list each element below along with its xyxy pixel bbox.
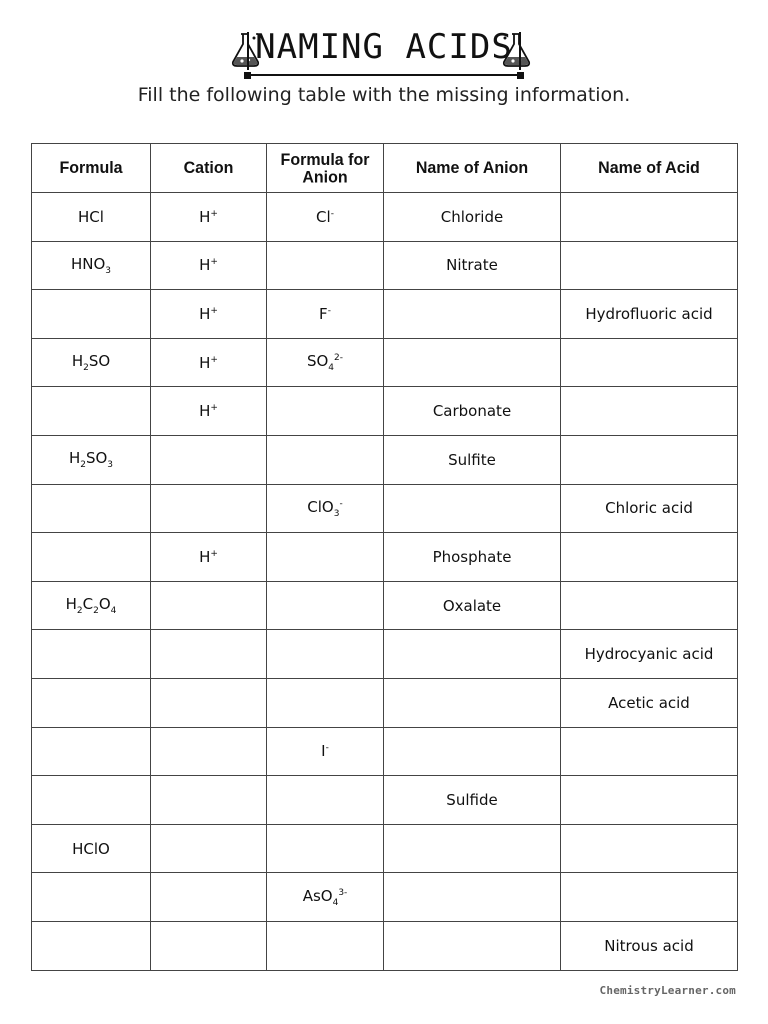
anion-name-cell <box>384 533 561 582</box>
page-title: NAMING ACIDS <box>255 27 513 67</box>
anion-name-cell[interactable] <box>384 727 561 776</box>
formula-cell[interactable] <box>32 776 151 825</box>
anion-name-cell[interactable] <box>384 484 561 533</box>
acid-name-cell <box>561 484 738 533</box>
text-part: AsO <box>302 886 333 905</box>
table-row <box>32 338 738 387</box>
anion-formula-cell <box>267 484 384 533</box>
anion-formula-cell <box>267 338 384 387</box>
cell-text <box>446 256 498 274</box>
text-part: Oxalate <box>442 596 502 615</box>
text-part: Phosphate <box>432 547 512 566</box>
cation-cell <box>151 290 267 339</box>
text-part: HNO <box>70 254 106 273</box>
cell-text <box>585 645 714 663</box>
text-part: Sulfide <box>446 790 498 809</box>
formula-cell[interactable] <box>32 727 151 776</box>
anion-name-cell <box>384 241 561 290</box>
text-part: Nitrous acid <box>604 936 694 955</box>
formula-cell <box>32 435 151 484</box>
superscript: - <box>327 305 331 316</box>
text-part: H <box>65 595 77 614</box>
table-row <box>32 776 738 825</box>
header-cation: Cation <box>151 142 267 193</box>
header-formula: Formula <box>32 142 151 193</box>
cell-text <box>307 498 342 519</box>
cell-text <box>433 402 511 420</box>
formula-cell <box>32 193 151 242</box>
cell-text <box>446 791 497 809</box>
superscript: + <box>210 354 218 365</box>
text-part: H <box>199 547 211 566</box>
formula-cell <box>32 338 151 387</box>
anion-name-cell[interactable] <box>384 678 561 727</box>
table-row <box>32 241 738 290</box>
text-part: H <box>199 304 211 323</box>
acid-name-cell <box>561 630 738 679</box>
anion-name-cell[interactable] <box>384 630 561 679</box>
table-row <box>32 581 738 630</box>
table-row <box>32 484 738 533</box>
cell-text <box>443 597 501 615</box>
text-part: Hydrocyanic acid <box>584 645 714 664</box>
formula-cell[interactable] <box>32 921 151 970</box>
subscript: 3 <box>107 460 114 471</box>
instructions: Fill the following table with the missing information. <box>137 84 631 106</box>
cation-cell[interactable] <box>151 630 267 679</box>
cell-text <box>605 499 693 517</box>
text-part: HClO <box>72 839 110 858</box>
table-row <box>32 873 738 922</box>
acid-name-cell[interactable] <box>561 581 738 630</box>
acid-name-cell[interactable] <box>561 387 738 436</box>
cation-cell[interactable] <box>151 484 267 533</box>
table-row <box>32 678 738 727</box>
acid-name-cell <box>561 921 738 970</box>
formula-cell <box>32 824 151 873</box>
title-underline <box>247 74 521 76</box>
cell-text <box>307 352 343 373</box>
superscript: - <box>339 498 343 509</box>
text-part: SO <box>306 352 329 371</box>
cell-text <box>199 354 218 372</box>
anion-name-cell <box>384 387 561 436</box>
acid-name-cell[interactable] <box>561 338 738 387</box>
anion-formula-cell[interactable] <box>267 241 384 290</box>
text-part: Chloride <box>440 207 504 226</box>
anion-name-cell <box>384 193 561 242</box>
header-formula-anion: Formula for Anion <box>267 142 384 193</box>
acid-name-cell <box>561 678 738 727</box>
table-row <box>32 921 738 970</box>
anion-name-cell <box>384 776 561 825</box>
text-part: Sulfite <box>448 450 496 469</box>
cell-text <box>604 937 694 955</box>
text-part: F <box>319 304 328 323</box>
formula-cell[interactable] <box>32 630 151 679</box>
cation-cell[interactable] <box>151 776 267 825</box>
cell-text <box>448 451 496 469</box>
formula-cell <box>32 241 151 290</box>
anion-name-cell <box>384 581 561 630</box>
cell-text <box>608 694 690 712</box>
anion-formula-cell[interactable] <box>267 921 384 970</box>
text-part: H <box>199 207 211 226</box>
superscript: - <box>325 743 329 754</box>
acid-name-cell[interactable] <box>561 435 738 484</box>
superscript: + <box>210 403 218 414</box>
anion-formula-cell[interactable] <box>267 630 384 679</box>
footer-credit: ChemistryLearner.com <box>599 984 736 997</box>
text-part: H <box>71 352 84 371</box>
superscript: 2- <box>334 353 344 364</box>
table-row <box>32 630 738 679</box>
text-part: I <box>321 742 326 761</box>
anion-name-cell[interactable] <box>384 338 561 387</box>
subscript: 2 <box>93 606 99 617</box>
text-part: H <box>199 402 211 421</box>
formula-cell[interactable] <box>32 873 151 922</box>
title-frame <box>247 24 521 70</box>
text-part: Carbonate <box>432 402 512 421</box>
text-part: H <box>199 353 211 372</box>
header-acid-name: Name of Acid <box>561 142 738 193</box>
cation-cell[interactable] <box>151 678 267 727</box>
cation-cell[interactable] <box>151 921 267 970</box>
cell-text <box>69 449 113 470</box>
text-part: SO <box>88 352 111 371</box>
text-part: C <box>82 595 94 614</box>
text-part: O <box>98 595 111 614</box>
superscript: + <box>210 257 218 268</box>
cell-text <box>78 208 104 226</box>
anion-formula-cell[interactable] <box>267 533 384 582</box>
title-area <box>0 24 768 74</box>
cation-cell[interactable] <box>151 727 267 776</box>
cell-text <box>319 305 331 323</box>
anion-formula-cell <box>267 873 384 922</box>
cell-text <box>199 548 218 566</box>
table-row <box>32 824 738 873</box>
text-part: H <box>68 449 81 468</box>
cation-cell[interactable] <box>151 435 267 484</box>
cation-cell <box>151 241 267 290</box>
cation-cell[interactable] <box>151 873 267 922</box>
cation-cell <box>151 533 267 582</box>
anion-formula-cell[interactable] <box>267 824 384 873</box>
anion-formula-cell[interactable] <box>267 678 384 727</box>
table-row <box>32 193 738 242</box>
cell-text <box>199 305 218 323</box>
text-part: H <box>199 256 211 275</box>
title-dot <box>517 72 524 79</box>
text-part: Acetic acid <box>608 693 690 712</box>
acid-name-cell <box>561 290 738 339</box>
cell-text <box>441 208 503 226</box>
cell-text <box>199 208 218 226</box>
cell-text <box>199 256 218 274</box>
superscript: 3- <box>338 887 348 898</box>
subscript: 4 <box>328 363 335 374</box>
anion-formula-cell[interactable] <box>267 435 384 484</box>
formula-cell[interactable] <box>32 484 151 533</box>
header-row <box>32 144 738 193</box>
anion-formula-cell <box>267 290 384 339</box>
subscript: 3 <box>105 265 112 276</box>
table-row <box>32 727 738 776</box>
formula-cell[interactable] <box>32 387 151 436</box>
cell-text <box>72 840 110 858</box>
cation-cell <box>151 387 267 436</box>
subscript: 3 <box>333 508 340 519</box>
cell-text <box>71 255 111 276</box>
formula-cell[interactable] <box>32 678 151 727</box>
acid-name-cell[interactable] <box>561 241 738 290</box>
formula-cell <box>32 581 151 630</box>
cell-text <box>66 595 117 616</box>
anion-name-cell[interactable] <box>384 290 561 339</box>
table-body <box>32 193 738 971</box>
text-part: Chloric acid <box>605 499 693 518</box>
acid-name-cell[interactable] <box>561 776 738 825</box>
subscript: 4 <box>332 897 339 908</box>
subscript: 4 <box>110 606 117 617</box>
cation-cell <box>151 193 267 242</box>
text-part: Hydrofluoric acid <box>585 304 713 323</box>
superscript: + <box>210 305 218 316</box>
superscript: + <box>210 208 218 219</box>
superscript: + <box>210 548 218 559</box>
cell-text <box>433 548 512 566</box>
acid-name-cell[interactable] <box>561 727 738 776</box>
acid-name-cell[interactable] <box>561 824 738 873</box>
subscript: 2 <box>83 363 89 374</box>
subscript: 2 <box>80 460 86 471</box>
formula-cell[interactable] <box>32 290 151 339</box>
cation-cell[interactable] <box>151 824 267 873</box>
anion-formula-cell[interactable] <box>267 776 384 825</box>
anion-formula-cell <box>267 193 384 242</box>
cell-text <box>303 887 348 908</box>
acid-name-cell[interactable] <box>561 193 738 242</box>
formula-cell[interactable] <box>32 533 151 582</box>
text-part: HCl <box>78 207 104 226</box>
anion-formula-cell[interactable] <box>267 581 384 630</box>
text-part: ClO <box>307 497 334 516</box>
acid-table <box>31 143 738 971</box>
anion-name-cell[interactable] <box>384 824 561 873</box>
anion-name-cell[interactable] <box>384 921 561 970</box>
subscript: 2 <box>76 606 83 617</box>
cell-text <box>199 402 218 420</box>
cell-text <box>316 208 334 226</box>
table-row <box>32 387 738 436</box>
cell-text <box>72 352 110 373</box>
acid-name-cell[interactable] <box>561 873 738 922</box>
text-part: SO <box>85 449 108 468</box>
anion-formula-cell <box>267 727 384 776</box>
title-dot <box>244 72 251 79</box>
text-part: Nitrate <box>446 256 498 275</box>
superscript: - <box>330 208 334 219</box>
table-row <box>32 435 738 484</box>
cell-text <box>321 742 329 760</box>
acid-name-cell[interactable] <box>561 533 738 582</box>
text-part: Cl <box>316 207 331 226</box>
cation-cell <box>151 338 267 387</box>
cation-cell[interactable] <box>151 581 267 630</box>
header-anion-name: Name of Anion <box>384 142 561 193</box>
cell-text <box>585 305 712 323</box>
anion-formula-cell[interactable] <box>267 387 384 436</box>
table-row <box>32 290 738 339</box>
table-row <box>32 533 738 582</box>
anion-name-cell <box>384 435 561 484</box>
anion-name-cell[interactable] <box>384 873 561 922</box>
